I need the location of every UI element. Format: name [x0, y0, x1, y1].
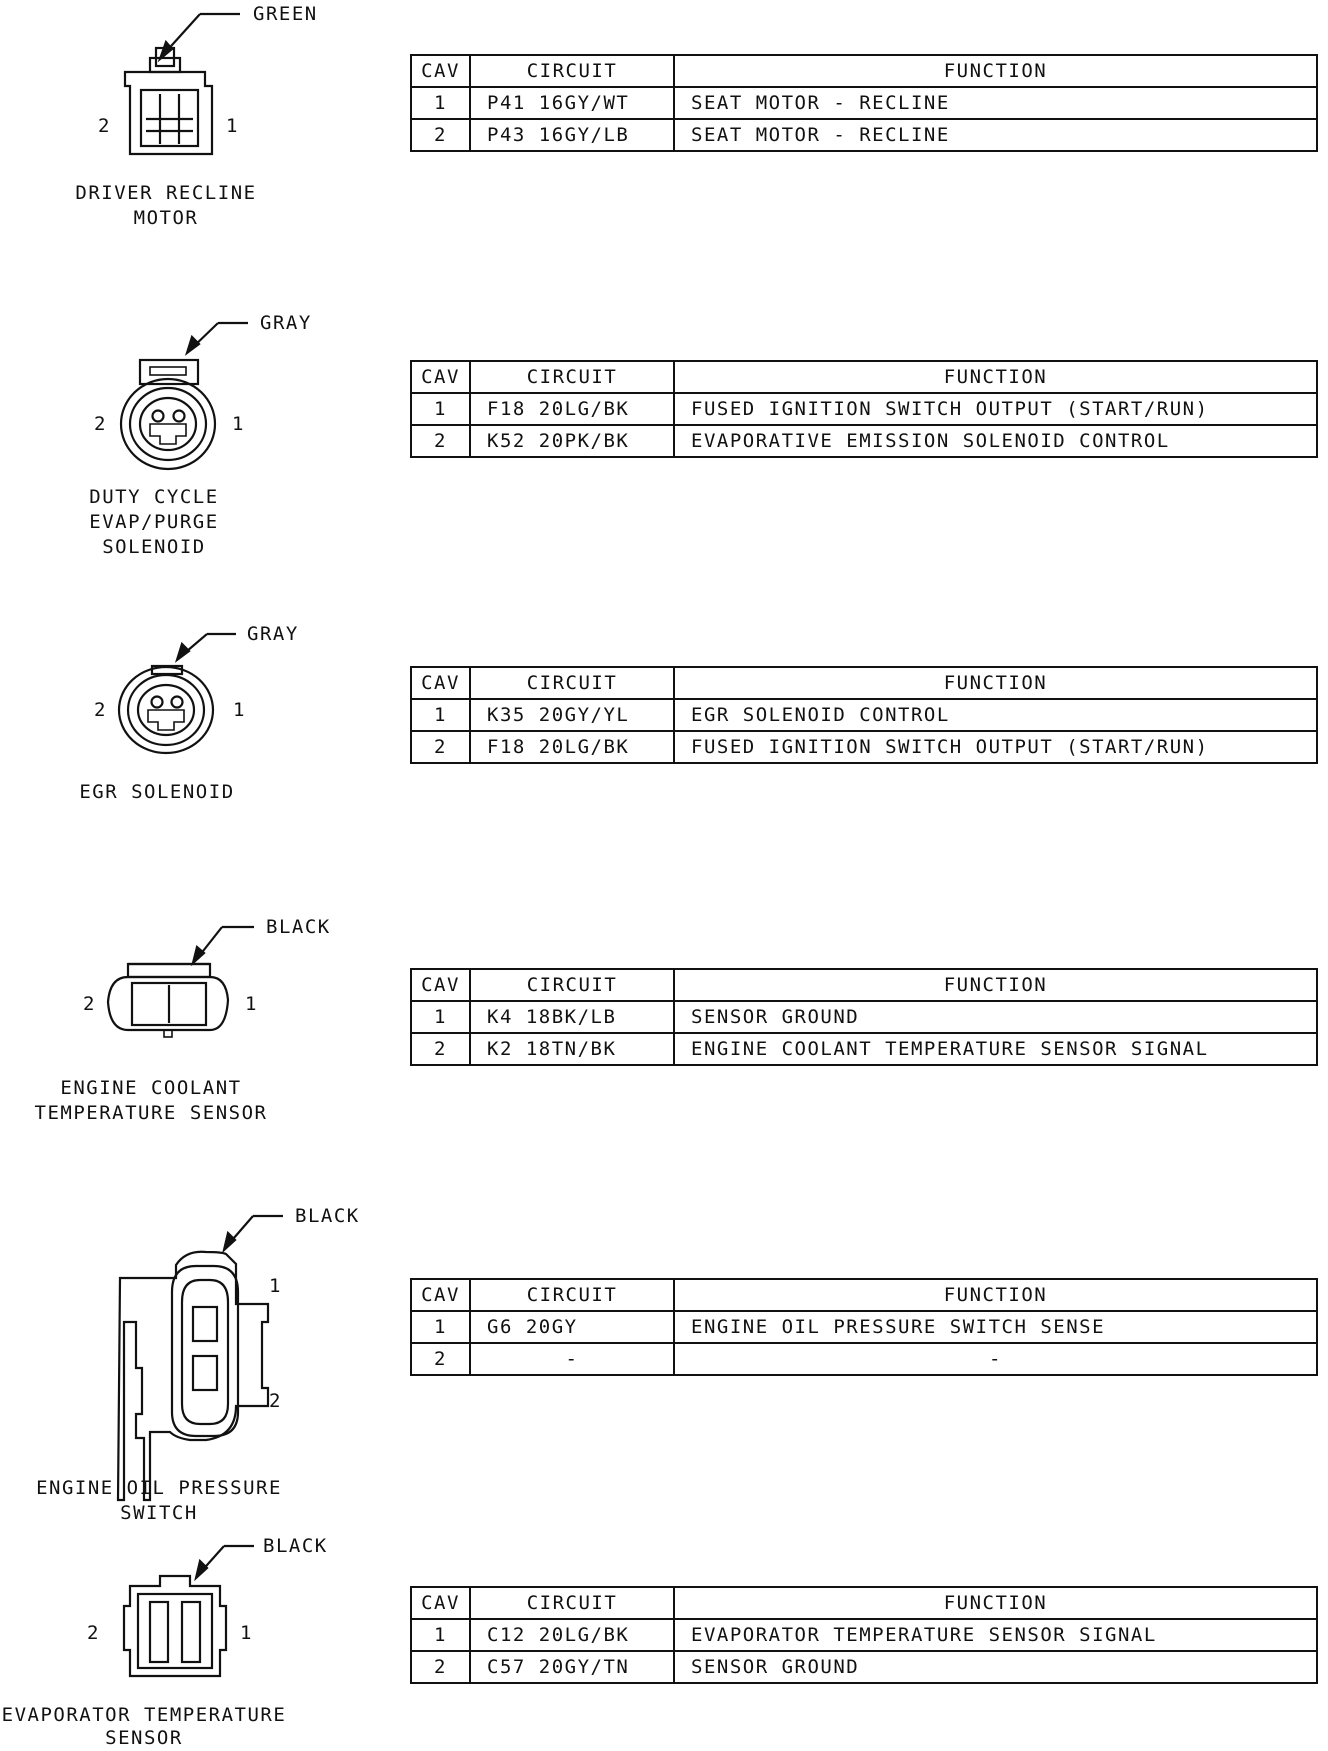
cav-header: CAV [411, 969, 470, 1001]
table-header-row [411, 361, 1317, 393]
circuit-header: CIRCUIT [470, 1587, 674, 1619]
cav-cell: 1 [411, 87, 470, 119]
wire-color-label: GRAY [260, 312, 312, 334]
pin-label-2: 2 [87, 1622, 100, 1644]
table-header-row [411, 1587, 1317, 1619]
function-header: FUNCTION [674, 55, 1317, 87]
pin-label-1: 1 [269, 1275, 282, 1297]
table-row [411, 393, 1317, 425]
cav-cell: 1 [411, 1001, 470, 1033]
table-row [411, 1311, 1317, 1343]
circuit-cell: F18 20LG/BK [470, 393, 674, 425]
cav-cell: 2 [411, 1033, 470, 1065]
cav-cell: 2 [411, 119, 470, 151]
function-header: FUNCTION [674, 1279, 1317, 1311]
pin-label-2: 2 [98, 115, 111, 137]
table-header-row [411, 1279, 1317, 1311]
connector-name-line: DUTY CYCLE [89, 486, 219, 508]
function-header: FUNCTION [674, 969, 1317, 1001]
wire-color-label: BLACK [295, 1205, 360, 1227]
pin-table [410, 360, 1318, 458]
pin-label-1: 1 [226, 115, 239, 137]
circuit-header: CIRCUIT [470, 55, 674, 87]
function-header: FUNCTION [674, 1587, 1317, 1619]
table-row [411, 1619, 1317, 1651]
pin-label-2: 2 [269, 1390, 282, 1412]
connector-name-line: EGR SOLENOID [79, 781, 235, 803]
circuit-cell: F18 20LG/BK [470, 731, 674, 763]
cav-cell: 2 [411, 1651, 470, 1683]
cav-cell: 1 [411, 1311, 470, 1343]
connector-name-line: EVAPORATOR TEMPERATURE [1, 1704, 287, 1726]
function-cell: ENGINE OIL PRESSURE SWITCH SENSE [674, 1311, 1317, 1343]
connector-name-line: ENGINE OIL PRESSURE [36, 1477, 282, 1499]
table-row [411, 119, 1317, 151]
cav-header: CAV [411, 1279, 470, 1311]
function-cell: EGR SOLENOID CONTROL [674, 699, 1317, 731]
function-cell: ENGINE COOLANT TEMPERATURE SENSOR SIGNAL [674, 1033, 1317, 1065]
function-cell: SENSOR GROUND [674, 1651, 1317, 1683]
circuit-cell: K2 18TN/BK [470, 1033, 674, 1065]
wire-color-label: BLACK [263, 1535, 328, 1557]
circuit-header: CIRCUIT [470, 667, 674, 699]
function-cell: EVAPORATIVE EMISSION SOLENOID CONTROL [674, 425, 1317, 457]
connector-name-line: MOTOR [133, 207, 199, 229]
circuit-cell: C12 20LG/BK [470, 1619, 674, 1651]
pin-table [410, 968, 1318, 1066]
function-header: FUNCTION [674, 361, 1317, 393]
cav-cell: 2 [411, 1343, 470, 1375]
table-row [411, 87, 1317, 119]
cav-cell: 1 [411, 1619, 470, 1651]
wire-color-label: GRAY [247, 623, 299, 645]
pin-label-1: 1 [233, 699, 246, 721]
circuit-header: CIRCUIT [470, 1279, 674, 1311]
table-row [411, 1343, 1317, 1375]
wire-color-label: BLACK [266, 916, 331, 938]
pin-label-1: 1 [245, 993, 258, 1015]
pin-table [410, 666, 1318, 764]
table-header-row [411, 969, 1317, 1001]
connector-name-line: SOLENOID [102, 536, 206, 558]
table-row [411, 699, 1317, 731]
connector-name-line: SWITCH [120, 1502, 198, 1524]
connector-name-line: SENSOR [105, 1727, 183, 1749]
pin-table [410, 1278, 1318, 1376]
pin-label-2: 2 [94, 413, 107, 435]
pin-label-1: 1 [232, 413, 245, 435]
circuit-cell: P43 16GY/LB [470, 119, 674, 151]
pin-label-2: 2 [83, 993, 96, 1015]
pin-table [410, 1586, 1318, 1684]
table-row [411, 731, 1317, 763]
cav-cell: 2 [411, 425, 470, 457]
circuit-cell: K4 18BK/LB [470, 1001, 674, 1033]
circuit-cell: K52 20PK/BK [470, 425, 674, 457]
table-row [411, 1651, 1317, 1683]
connector-name-line: EVAP/PURGE [89, 511, 219, 533]
table-header-row [411, 55, 1317, 87]
table-row [411, 1001, 1317, 1033]
cav-header: CAV [411, 55, 470, 87]
function-cell: - [674, 1343, 1317, 1375]
function-cell: SEAT MOTOR - RECLINE [674, 119, 1317, 151]
table-header-row [411, 667, 1317, 699]
wire-color-label: GREEN [253, 3, 318, 25]
connector-name-line: TEMPERATURE SENSOR [34, 1102, 268, 1124]
function-cell: FUSED IGNITION SWITCH OUTPUT (START/RUN) [674, 393, 1317, 425]
circuit-cell: K35 20GY/YL [470, 699, 674, 731]
circuit-header: CIRCUIT [470, 969, 674, 1001]
circuit-cell: - [470, 1343, 674, 1375]
pin-label-2: 2 [94, 699, 107, 721]
function-cell: SEAT MOTOR - RECLINE [674, 87, 1317, 119]
function-header: FUNCTION [674, 667, 1317, 699]
function-cell: SENSOR GROUND [674, 1001, 1317, 1033]
pin-label-1: 1 [240, 1622, 253, 1644]
cav-cell: 1 [411, 393, 470, 425]
cav-header: CAV [411, 1587, 470, 1619]
circuit-header: CIRCUIT [470, 361, 674, 393]
function-cell: EVAPORATOR TEMPERATURE SENSOR SIGNAL [674, 1619, 1317, 1651]
circuit-cell: P41 16GY/WT [470, 87, 674, 119]
cav-cell: 1 [411, 699, 470, 731]
cav-header: CAV [411, 667, 470, 699]
cav-header: CAV [411, 361, 470, 393]
connector-name-line: DRIVER RECLINE [75, 182, 257, 204]
circuit-cell: G6 20GY [470, 1311, 674, 1343]
circuit-cell: C57 20GY/TN [470, 1651, 674, 1683]
function-cell: FUSED IGNITION SWITCH OUTPUT (START/RUN) [674, 731, 1317, 763]
table-row [411, 425, 1317, 457]
cav-cell: 2 [411, 731, 470, 763]
pin-table [410, 54, 1318, 152]
table-row [411, 1033, 1317, 1065]
connector-name-line: ENGINE COOLANT [60, 1077, 242, 1099]
